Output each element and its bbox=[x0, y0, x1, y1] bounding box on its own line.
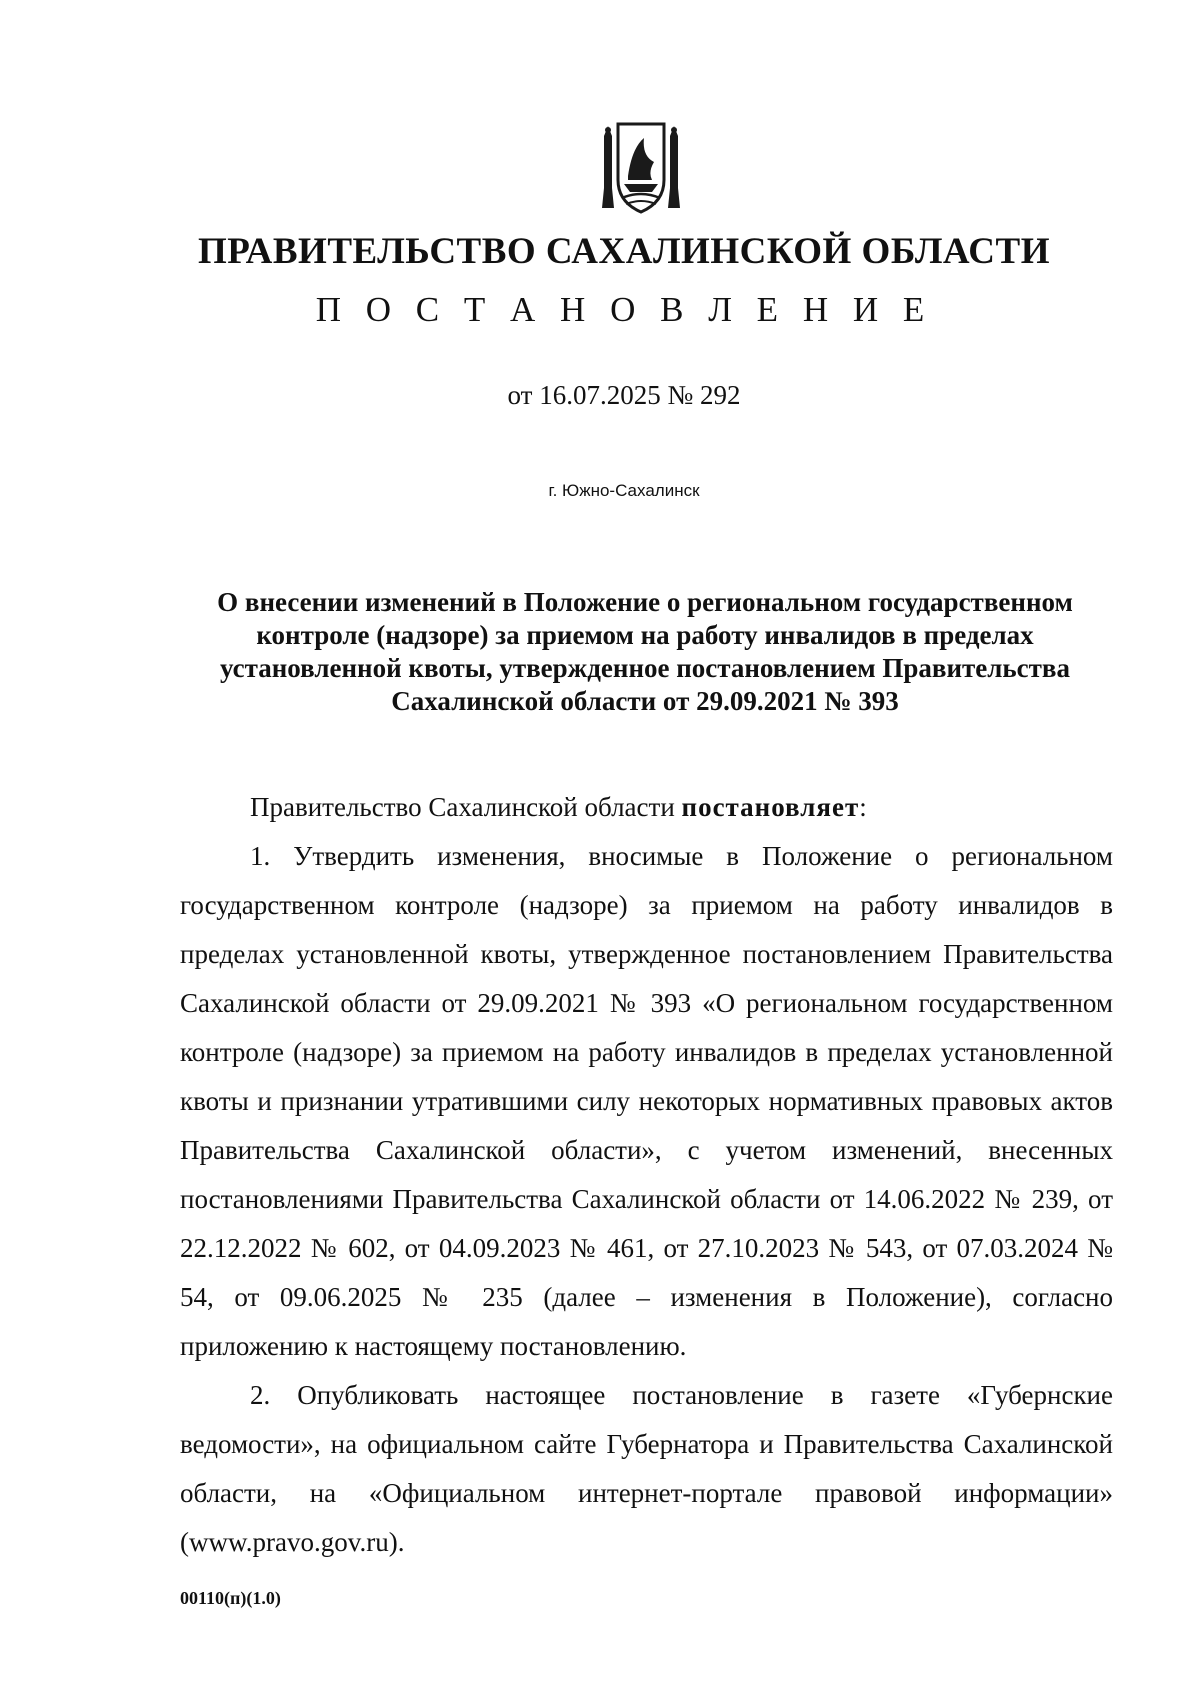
document-city: г. Южно-Сахалинск bbox=[548, 481, 700, 500]
lead-text: Правительство Сахалинской области bbox=[250, 792, 682, 822]
document-date-number: от 16.07.2025 № 292 bbox=[507, 380, 741, 410]
document-subject bbox=[185, 586, 1105, 718]
subject-line: Сахалинской области от 29.09.2021 № 393 bbox=[391, 686, 899, 716]
subject-line: контроле (надзоре) за приемом на работу инвалидов в пределах bbox=[256, 620, 1034, 650]
resolution-lead bbox=[180, 783, 1113, 832]
resolution-item-2: 2. Опубликовать настоящее постановление в газете «Губернские ведомости», на официальном сайте Губернатора и Правительства Сахалинской области, на «Официальном интернет-портале правовой информации» (www.pravo.gov.ru). bbox=[180, 1380, 1113, 1557]
resolution-item-1: 1. Утвердить изменения, вносимые в Положение о региональном государственном контроле (надзоре) за приемом на работу инвалидов в пределах установленной квоты, утвержденное постановлением Правительства Сахалинской области от 29.09.2021 № 393 «О региональном государственном контроле (надзоре) за приемом на работу инвалидов в пределах установленной квоты и признании утратившими силу некоторых нормативных правовых актов Правительства Сахалинской области», с учетом изменений, внесенных постановлениями Правительства Сахалинской области от 14.06.2022 № 239, от 22.12.2022 № 602, от 04.09.2023 № 461, от 27.10.2023 № 543, от 07.03.2024 № 54, от 09.06.2025 № 235 (далее – изменения в Положение), согласно приложению к настоящему постановлению. bbox=[180, 841, 1113, 1361]
government-title: ПРАВИТЕЛЬСТВО САХАЛИНСКОЙ ОБЛАСТИ bbox=[198, 231, 1050, 272]
lead-colon: : bbox=[859, 792, 867, 822]
document-type: П О С Т А Н О В Л Е Н И Е bbox=[315, 290, 933, 329]
subject-line: установленной квоты, утвержденное постановлением Правительства bbox=[219, 653, 1071, 683]
form-code: 00110(п)(1.0) bbox=[180, 1588, 281, 1608]
lead-keyword: постановляет bbox=[681, 792, 860, 822]
document-body bbox=[180, 783, 1113, 1567]
subject-line: О внесении изменений в Положение о региональном государственном bbox=[217, 587, 1073, 617]
sakhalin-coat-of-arms-icon bbox=[598, 118, 684, 218]
